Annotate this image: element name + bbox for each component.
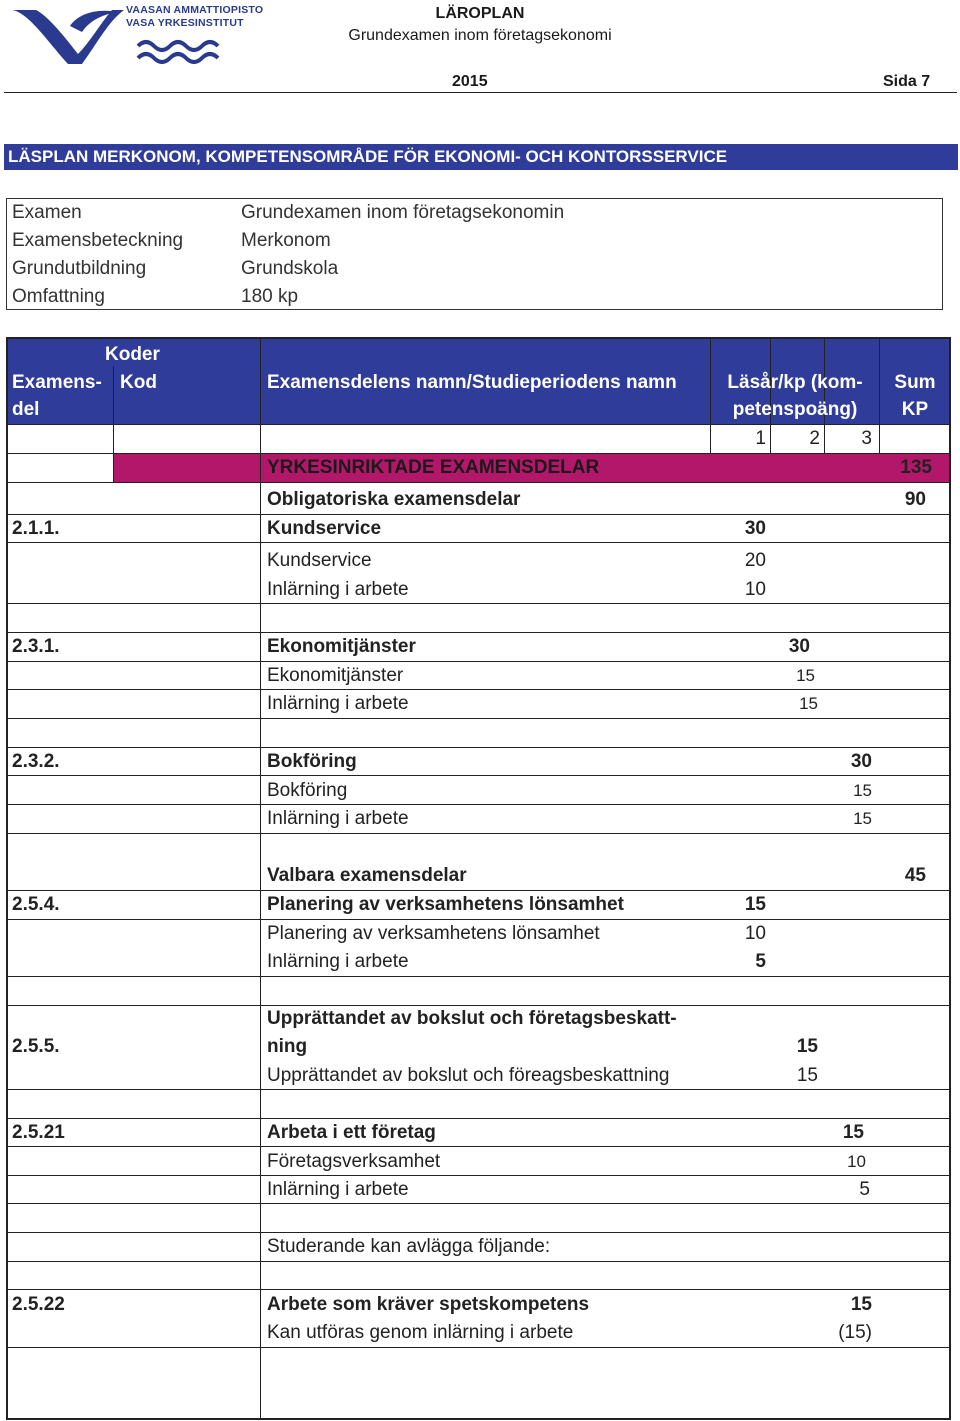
submodule-name: Företagsverksamhet [267,1151,441,1172]
module-kp: 15 [850,1294,872,1315]
obligatory-sum: 90 [904,489,926,510]
info-value-examen: Grundexamen inom företagsekonomin [241,202,565,223]
header-name: Examensdelens namn/Studieperiodens namn [267,372,677,393]
page-number: Sida 7 [883,73,931,90]
header-divider [4,92,957,93]
header-sum-1: Sum [894,372,936,393]
year-2: 2 [809,428,820,449]
info-value-examensbeteckning: Merkonom [241,230,331,251]
submodule-name: Inlärning i arbete [267,808,409,829]
info-label-omfattning: Omfattning [12,286,105,307]
curriculum-table [6,337,951,1420]
submodule-kp: 15 [853,781,872,800]
module-name: Arbeta i ett företag [267,1122,436,1143]
section-banner: LÄSPLAN MERKONOM, KOMPETENSOMRÅDE FÖR EKONOMI- OCH KONTORSSERVICE [4,144,958,170]
module-code: 2.5.5. [12,1036,60,1057]
info-value-grundutbildning: Grundskola [241,258,339,279]
module-kp: 15 [796,1036,818,1057]
header-lasar-1: Läsår/kp (kom- [727,372,863,393]
module-code: 2.1.1. [12,518,60,539]
module-name-line-2: ning [267,1036,308,1057]
module-code: 2.5.22 [12,1294,65,1315]
submodule-kp: (15) [838,1322,872,1343]
module-code: 2.3.2. [12,751,60,772]
module-name: Kundservice [267,518,382,539]
section-title: YRKESINRIKTADE EXAMENSDELAR [267,457,600,478]
submodule-kp: 15 [796,1065,818,1086]
module-name: Bokföring [267,751,357,772]
module-code: 2.5.4. [12,894,60,915]
submodule-name: Inlärning i arbete [267,693,409,714]
module-kp: 30 [788,636,810,657]
section-sum: 135 [900,457,932,478]
header-sum-2: KP [901,399,929,420]
submodule-name: Planering av verksamhetens lönsamhet [267,923,600,944]
submodule-kp: 10 [744,579,766,600]
header-koder: Koder [105,344,160,365]
submodule-name: Inlärning i arbete [267,1179,409,1200]
submodule-kp: 15 [799,694,818,713]
submodule-kp: 15 [796,666,815,685]
header-kod: Kod [120,372,157,393]
submodule-kp: 10 [847,1152,866,1171]
module-kp: 15 [744,894,766,915]
module-name: Arbete som kräver spetskompetens [267,1294,590,1315]
submodule-name: Upprättandet av bokslut och föreagsbeskattning [267,1065,670,1086]
submodule-name: Inlärning i arbete [267,579,409,600]
info-label-grundutbildning: Grundutbildning [12,258,147,279]
optional-title: Valbara examensdelar [267,865,467,886]
header-examensdel-2: del [12,399,40,420]
info-label-examen: Examen [12,202,82,223]
module-kp: 15 [842,1122,864,1143]
info-label-examensbeteckning: Examensbeteckning [12,230,184,251]
header-examensdel-1: Examens- [12,372,102,393]
document-subtitle: Grundexamen inom företagsekonomi [348,27,612,44]
document-year: 2015 [452,73,488,90]
module-name: Planering av verksamhetens lönsamhet [267,894,624,915]
module-name: Ekonomitjänster [267,636,416,657]
module-code: 2.5.21 [12,1122,65,1143]
logo-line-2: VASA YRKESINSTITUT [126,17,244,29]
submodule-name: Kan utföras genom inlärning i arbete [267,1322,574,1343]
submodule-name: Bokföring [267,780,348,801]
logo-line-1: VAASAN AMMATTIOPISTO [126,4,264,16]
module-kp: 30 [850,751,872,772]
header-lasar-2: petenspoäng) [732,399,858,420]
module-kp: 30 [744,518,766,539]
document-title: LÄROPLAN [435,5,525,22]
optional-sum: 45 [904,865,926,886]
submodule-name: Kundservice [267,550,372,571]
submodule-kp: 15 [853,809,872,828]
submodule-name: Ekonomitjänster [267,665,404,686]
info-value-omfattning: 180 kp [241,286,299,307]
obligatory-title: Obligatoriska examensdelar [267,489,521,510]
submodule-kp: 5 [859,1179,870,1200]
module-name-line-1: Upprättandet av bokslut och företagsbeskatt- [267,1008,677,1029]
submodule-kp: 5 [755,951,766,972]
year-3: 3 [861,428,872,449]
year-1: 1 [755,428,766,449]
note-text: Studerande kan avlägga följande: [267,1236,551,1257]
submodule-kp: 10 [744,923,766,944]
submodule-name: Inlärning i arbete [267,951,409,972]
submodule-kp: 20 [744,550,766,571]
module-code: 2.3.1. [12,636,60,657]
